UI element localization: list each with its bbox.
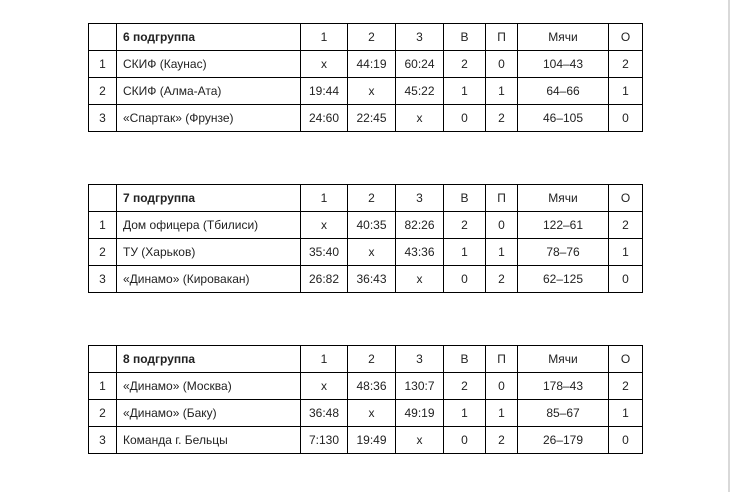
result-vs-1-cell: 19:44 [301,78,348,105]
position-cell: 1 [89,373,117,400]
header-row [89,346,643,373]
balls-cell: 178–43 [518,373,609,400]
col-header-losses: П [486,346,518,373]
balls-cell: 104–43 [518,51,609,78]
standings-table-subgroup-7 [88,184,643,293]
result-vs-2-cell: x [348,239,396,266]
result-vs-1-cell: x [301,212,348,239]
position-cell: 2 [89,78,117,105]
result-vs-2-cell: 44:19 [348,51,396,78]
result-vs-1-cell: 26:82 [301,266,348,293]
losses-cell: 1 [486,239,518,266]
result-vs-2-cell: 19:49 [348,427,396,454]
col-header-balls: Мячи [518,24,609,51]
result-vs-3-cell: 82:26 [396,212,444,239]
col-header-1: 1 [301,346,348,373]
team-name-cell: ТУ (Харьков) [117,239,301,266]
col-header-points: О [609,185,643,212]
result-vs-3-cell: 130:7 [396,373,444,400]
balls-cell: 85–67 [518,400,609,427]
result-vs-3-cell: x [396,105,444,132]
col-header-balls: Мячи [518,185,609,212]
points-cell: 0 [609,105,643,132]
group-title: 8 подгруппа [117,346,301,373]
col-header-3: 3 [396,185,444,212]
losses-cell: 1 [486,400,518,427]
losses-cell: 2 [486,266,518,293]
result-vs-3-cell: 60:24 [396,51,444,78]
col-header-2: 2 [348,346,396,373]
wins-cell: 0 [444,427,486,454]
result-vs-3-cell: x [396,266,444,293]
position-cell: 2 [89,239,117,266]
table-row [89,266,643,293]
result-vs-2-cell: x [348,400,396,427]
points-cell: 0 [609,266,643,293]
team-name-cell: СКИФ (Алма-Ата) [117,78,301,105]
col-header-2: 2 [348,185,396,212]
wins-cell: 0 [444,105,486,132]
position-cell: 1 [89,212,117,239]
col-header-losses: П [486,185,518,212]
losses-cell: 2 [486,105,518,132]
losses-cell: 0 [486,51,518,78]
standings-table-subgroup-8 [88,345,643,454]
corner-cell [89,185,117,212]
points-cell: 1 [609,239,643,266]
balls-cell: 46–105 [518,105,609,132]
col-header-wins: В [444,346,486,373]
team-name-cell: «Динамо» (Москва) [117,373,301,400]
team-name-cell: «Динамо» (Кировакан) [117,266,301,293]
team-name-cell: СКИФ (Каунас) [117,51,301,78]
col-header-balls: Мячи [518,346,609,373]
result-vs-2-cell: 48:36 [348,373,396,400]
table-row [89,78,643,105]
table-row [89,212,643,239]
balls-cell: 78–76 [518,239,609,266]
table-row [89,373,643,400]
team-name-cell: Команда г. Бельцы [117,427,301,454]
col-header-wins: В [444,185,486,212]
wins-cell: 1 [444,239,486,266]
standings-table-subgroup-6 [88,23,643,132]
corner-cell [89,24,117,51]
result-vs-1-cell: x [301,373,348,400]
result-vs-1-cell: 35:40 [301,239,348,266]
group-title: 6 подгруппа [117,24,301,51]
balls-cell: 26–179 [518,427,609,454]
col-header-1: 1 [301,185,348,212]
position-cell: 1 [89,51,117,78]
losses-cell: 2 [486,427,518,454]
col-header-wins: В [444,24,486,51]
wins-cell: 0 [444,266,486,293]
result-vs-1-cell: 7:130 [301,427,348,454]
col-header-3: 3 [396,24,444,51]
balls-cell: 64–66 [518,78,609,105]
result-vs-2-cell: 40:35 [348,212,396,239]
table-row [89,427,643,454]
table-row [89,400,643,427]
points-cell: 2 [609,51,643,78]
col-header-points: О [609,24,643,51]
wins-cell: 2 [444,373,486,400]
col-header-losses: П [486,24,518,51]
losses-cell: 0 [486,373,518,400]
result-vs-3-cell: 45:22 [396,78,444,105]
team-name-cell: «Динамо» (Баку) [117,400,301,427]
col-header-points: О [609,346,643,373]
team-name-cell: «Спартак» (Фрунзе) [117,105,301,132]
col-header-1: 1 [301,24,348,51]
position-cell: 3 [89,427,117,454]
wins-cell: 2 [444,212,486,239]
losses-cell: 0 [486,212,518,239]
result-vs-2-cell: 22:45 [348,105,396,132]
points-cell: 0 [609,427,643,454]
points-cell: 2 [609,212,643,239]
points-cell: 2 [609,373,643,400]
points-cell: 1 [609,78,643,105]
result-vs-1-cell: x [301,51,348,78]
wins-cell: 1 [444,78,486,105]
header-row [89,185,643,212]
wins-cell: 1 [444,400,486,427]
col-header-2: 2 [348,24,396,51]
table-row [89,51,643,78]
points-cell: 1 [609,400,643,427]
balls-cell: 122–61 [518,212,609,239]
result-vs-3-cell: 49:19 [396,400,444,427]
col-header-3: 3 [396,346,444,373]
table-row [89,239,643,266]
corner-cell [89,346,117,373]
result-vs-2-cell: 36:43 [348,266,396,293]
result-vs-3-cell: 43:36 [396,239,444,266]
header-row [89,24,643,51]
position-cell: 3 [89,266,117,293]
team-name-cell: Дом офицера (Тбилиси) [117,212,301,239]
position-cell: 3 [89,105,117,132]
result-vs-3-cell: x [396,427,444,454]
balls-cell: 62–125 [518,266,609,293]
table-row [89,105,643,132]
result-vs-1-cell: 24:60 [301,105,348,132]
wins-cell: 2 [444,51,486,78]
result-vs-2-cell: x [348,78,396,105]
result-vs-1-cell: 36:48 [301,400,348,427]
losses-cell: 1 [486,78,518,105]
position-cell: 2 [89,400,117,427]
group-title: 7 подгруппа [117,185,301,212]
